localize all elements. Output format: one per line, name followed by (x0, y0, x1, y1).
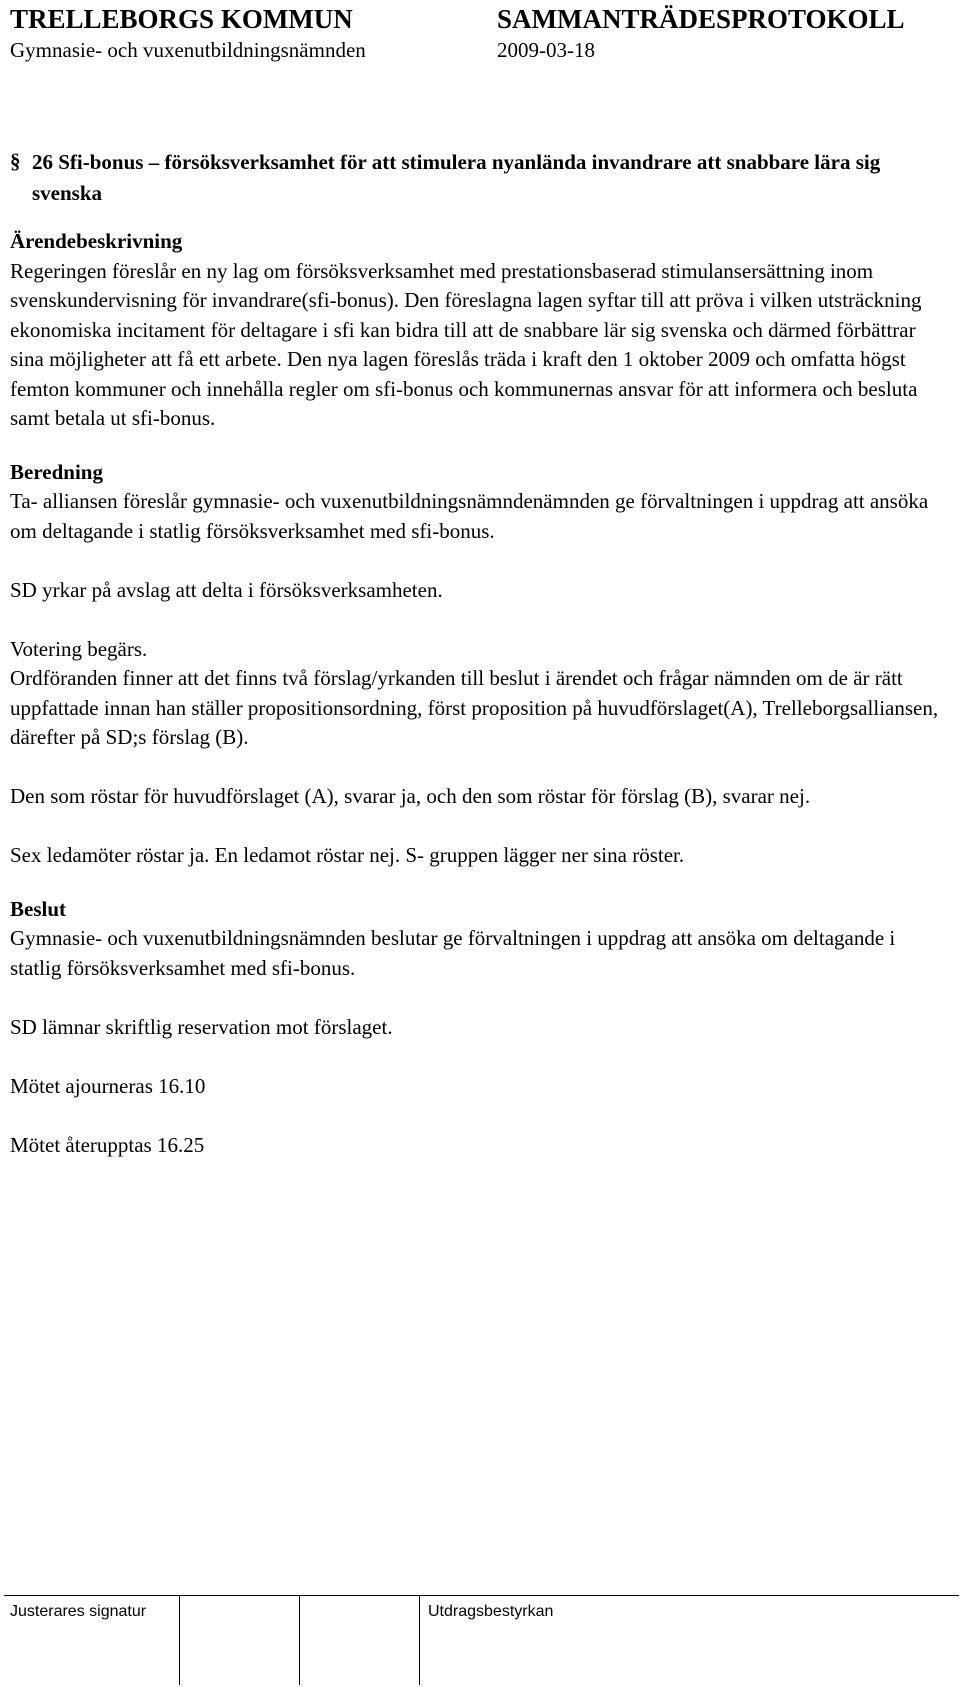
arendebeskrivning-heading: Ärendebeskrivning (10, 229, 183, 253)
signature-box-1 (4, 1595, 180, 1685)
sd-yrkar-text: SD yrkar på avslag att delta i försöksverksamheten. (10, 577, 443, 602)
beredning-heading: Beredning (10, 459, 103, 484)
beredning-block (10, 458, 945, 547)
document-type: SAMMANTRÄDESPROTOKOLL (497, 4, 905, 34)
protocol-body (10, 147, 945, 1160)
header-title-row (10, 2, 950, 36)
justerares-signatur-label: Justerares signatur (10, 1603, 147, 1620)
signature-box-3 (300, 1595, 420, 1685)
paragraph-sign: § (10, 149, 21, 173)
aterupptas-text: Mötet återupptas 16.25 (10, 1132, 205, 1157)
votering-block (10, 635, 945, 753)
header-subtitle-row (10, 36, 950, 64)
beslut-text: Gymnasie- och vuxenutbildningsnämnden beslutar ge förvaltningen i uppdrag att ansöka om deltagande i statlig försöksverksamhet med sfi-bonus. (10, 926, 896, 980)
beslut-heading: Beslut (10, 896, 67, 921)
resultat-text: Sex ledamöter röstar ja. En ledamot röstar nej. S- gruppen lägger ner sina röster. (10, 843, 685, 867)
utdragsbestyrkan-box (420, 1595, 959, 1685)
votering-line: Votering begärs. (10, 636, 148, 661)
document-header (10, 2, 950, 64)
meeting-date: 2009-03-18 (497, 38, 595, 62)
reservation-text: SD lämnar skriftlig reservation mot förslaget. (10, 1014, 393, 1039)
signature-footer (0, 1595, 960, 1685)
utdragsbestyrkan-label: Utdragsbestyrkan (428, 1603, 554, 1620)
section-title: 26 Sfi-bonus – försöksverksamhet för att stimulera nyanlända invandrare att snabbare lära sig svenska (32, 150, 881, 205)
beslut-block (10, 895, 945, 984)
committee-name: Gymnasie- och vuxenutbildningsnämnden (10, 38, 366, 62)
votering-text: Ordföranden finner att det finns två förslag/yrkanden till beslut i ärendet och frågar nämnden om de är rätt uppfattade innan han ställer propositionsordning, först proposition på huvudförslaget(A), Trelleborgsalliansen, därefter på SD;s förslag (B). (10, 666, 939, 749)
rostning-text: Den som röstar för huvudförslaget (A), svarar ja, och den som röstar för förslag (B), svarar nej. (10, 784, 811, 808)
arendebeskrivning-block (10, 227, 945, 434)
ajourneras-text: Mötet ajourneras 16.10 (10, 1073, 206, 1098)
signature-box-2 (180, 1595, 300, 1685)
beredning-text: Ta- alliansen föreslår gymnasie- och vuxenutbildningsnämndenämnden ge förvaltningen i uppdrag att ansöka om deltagande i statlig försöksverksamhet med sfi-bonus. (10, 489, 929, 543)
arendebeskrivning-text: Regeringen föreslår en ny lag om försöksverksamhet med prestationsbaserad stimulansersättning inom svenskundervisning för invandrare(sfi-bonus). Den föreslagna lagen syftar till att pröva i vilken utsträckning ekonomiska incitament för deltagare i sfi kan bidra till att de snabbare lär sig svenska och därmed förbättrar sina möjligheter att få ett arbete. Den nya lagen föreslås träda i kraft den 1 oktober 2009 och omfatta högst femton kommuner och innehålla regler om sfi-bonus och kommunernas ansvar för att informera och besluta samt betala ut sfi-bonus. (10, 258, 922, 430)
section-heading (10, 147, 945, 209)
organization-name: TRELLEBORGS KOMMUN (10, 4, 353, 34)
